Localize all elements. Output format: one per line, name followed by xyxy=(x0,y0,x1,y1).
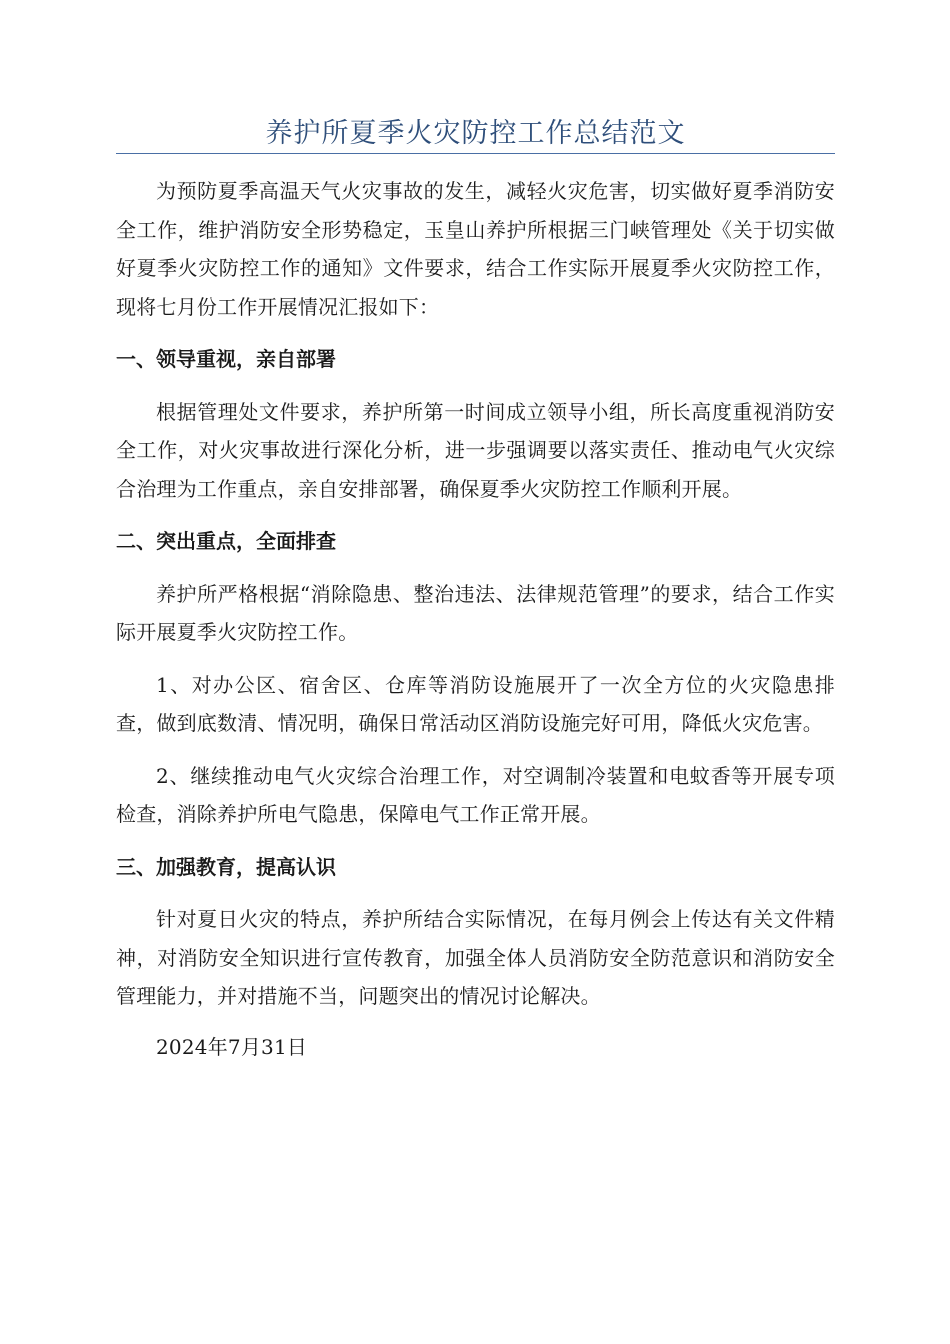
intro-paragraph: 为预防夏季高温天气火灾事故的发生，减轻火灾危害，切实做好夏季消防安全工作，维护消防安全形势稳定，玉皇山养护所根据三门峡管理处《关于切实做好夏季火灾防控工作的通知》文件要求，结合工作实际开展夏季火灾防控工作，现将七月份工作开展情况汇报如下： xyxy=(116,179,835,319)
section-2-paragraph-3: 2、继续推动电气火灾综合治理工作，对空调制冷装置和电蚊香等开展专项检查，消除养护所电气隐患，保障电气工作正常开展。 xyxy=(116,763,835,826)
document-date: 2024年7月31日 xyxy=(156,1034,308,1059)
section-heading-3: 三、加强教育，提高认识 xyxy=(116,854,336,879)
document-body xyxy=(116,172,835,1066)
section-2-paragraph-2: 1、对办公区、宿舍区、仓库等消防设施展开了一次全方位的火灾隐患排查，做到底数清、情况明，确保日常活动区消防设施完好可用，降低火灾危害。 xyxy=(116,672,835,735)
title-underline xyxy=(116,153,835,154)
section-1-paragraph-1: 根据管理处文件要求，养护所第一时间成立领导小组，所长高度重视消防安全工作，对火灾事故进行深化分析，进一步强调要以落实责任、推动电气火灾综合治理为工作重点，亲自安排部署，确保夏季火灾防控工作顺利开展。 xyxy=(116,399,835,501)
section-heading-1: 一、领导重视，亲自部署 xyxy=(116,347,336,371)
section-heading-2: 二、突出重点，全面排查 xyxy=(116,529,336,553)
document-title: 养护所夏季火灾防控工作总结范文 xyxy=(265,118,686,149)
section-3-paragraph-1: 针对夏日火灾的特点，养护所结合实际情况，在每月例会上传达有关文件精神，对消防安全知识进行宣传教育，加强全体人员消防安全防范意识和消防安全管理能力，并对措施不当，问题突出的情况讨论解决。 xyxy=(116,907,835,1008)
section-2-paragraph-1: 养护所严格根据“消除隐患、整治违法、法律规范管理”的要求，结合工作实际开展夏季火灾防控工作。 xyxy=(116,581,835,644)
